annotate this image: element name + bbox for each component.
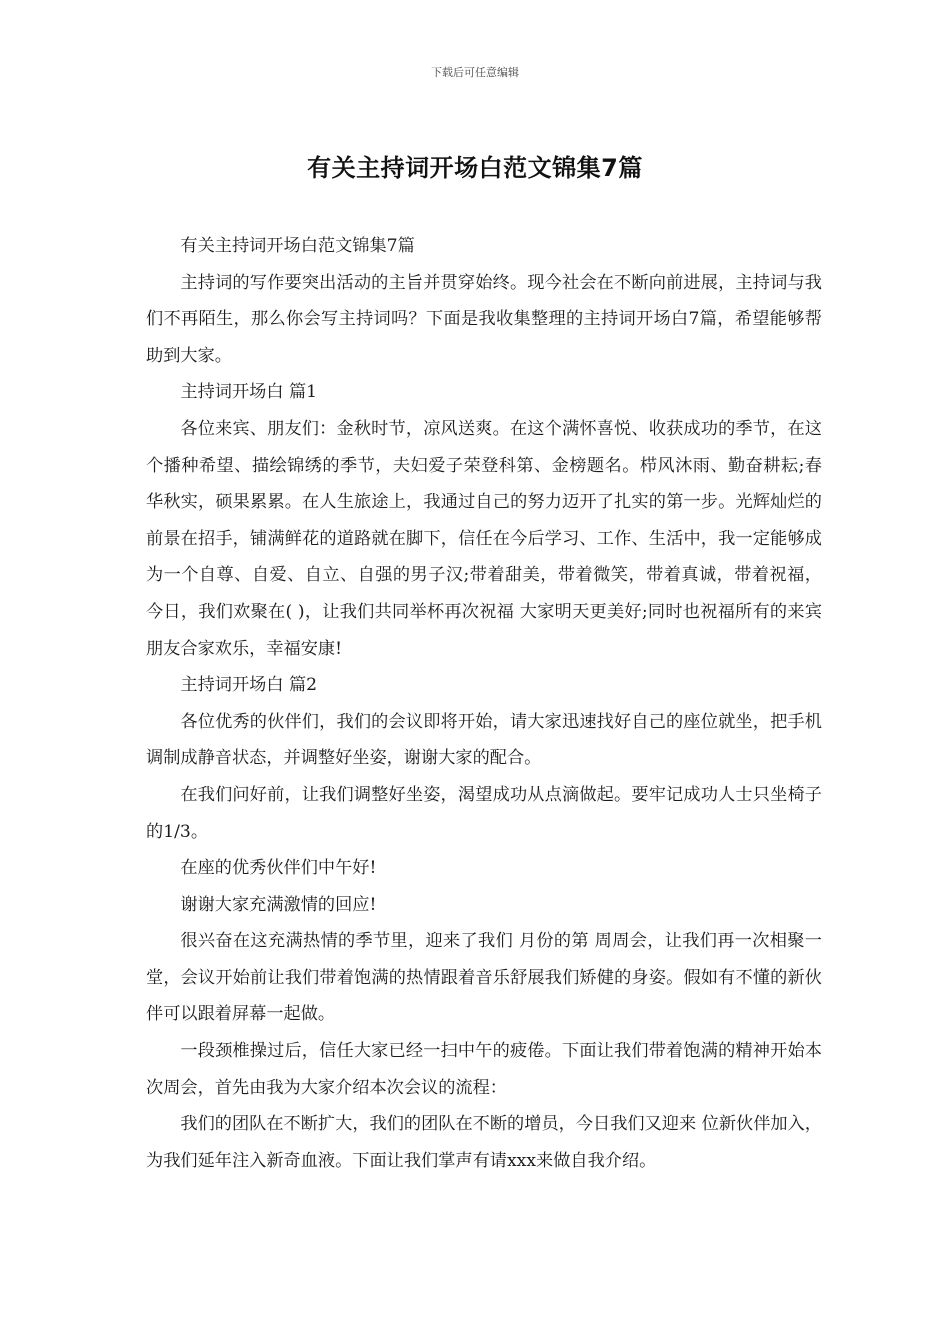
section-heading-2: 主持词开场白 篇2 xyxy=(180,675,318,696)
paragraph: 谢谢大家充满激情的回应! xyxy=(180,894,377,915)
document-title: 有关主持词开场白范文锦集7篇 xyxy=(307,154,643,182)
paragraph: 很兴奋在这充满热情的季节里，迎来了我们 月份的第 周周会，让我们再一次相聚一堂，会议开始前让我们带着饱满的热情跟着音乐舒展我们矫健的身姿。假如有不懂的新伙伴可以跟着屏幕一起做。 xyxy=(146,931,822,1025)
paragraph: 在座的优秀伙伴们中午好! xyxy=(180,858,377,879)
paragraph: 在我们问好前，让我们调整好坐姿，渴望成功从点滴做起。要牢记成功人士只坐椅子的1/3。 xyxy=(146,784,822,842)
document-body xyxy=(146,228,822,1179)
paragraph: 各位优秀的伙伴们，我们的会议即将开始，请大家迅速找好自己的座位就坐，把手机调制成静音状态，并调整好坐姿，谢谢大家的配合。 xyxy=(146,711,822,769)
header-note: 下载后可任意编辑 xyxy=(431,66,519,79)
paragraph-intro: 主持词的写作要突出活动的主旨并贯穿始终。现今社会在不断向前进展，主持词与我们不再陌生，那么你会写主持词吗？下面是我收集整理的主持词开场白7篇，希望能够帮助到大家。 xyxy=(146,272,822,366)
section-heading-1: 主持词开场白 篇1 xyxy=(180,382,318,403)
paragraph: 我们的团队在不断扩大，我们的团队在不断的增员，今日我们又迎来 位新伙伴加入，为我们延年注入新奇血液。下面让我们掌声有请xxx来做自我介绍。 xyxy=(146,1114,822,1171)
paragraph: 各位来宾、朋友们：金秋时节，凉风送爽。在这个满怀喜悦、收获成功的季节，在这个播种希望、描绘锦绣的季节，夫妇爱子荣登科第、金榜题名。栉风沐雨、勤奋耕耘;春华秋实，硕果累累。在人生旅途上，我通过自己的努力迈开了扎实的第一步。光辉灿烂的前景在招手，铺满鲜花的道路就在脚下，信任在今后学习、工作、生活中，我一定能够成为一个自尊、自爱、自立、自强的男子汉;带着甜美，带着微笑，带着真诚，带着祝福，今日，我们欢聚在( )，让我们共同举杯再次祝福 大家明天更美好;同时也祝福所有的来宾朋友合家欢乐，幸福安康! xyxy=(146,418,822,659)
paragraph: 一段颈椎操过后，信任大家已经一扫中午的疲倦。下面让我们带着饱满的精神开始本次周会，首先由我为大家介绍本次会议的流程： xyxy=(146,1041,822,1098)
paragraph-subtitle: 有关主持词开场白范文锦集7篇 xyxy=(180,236,415,256)
